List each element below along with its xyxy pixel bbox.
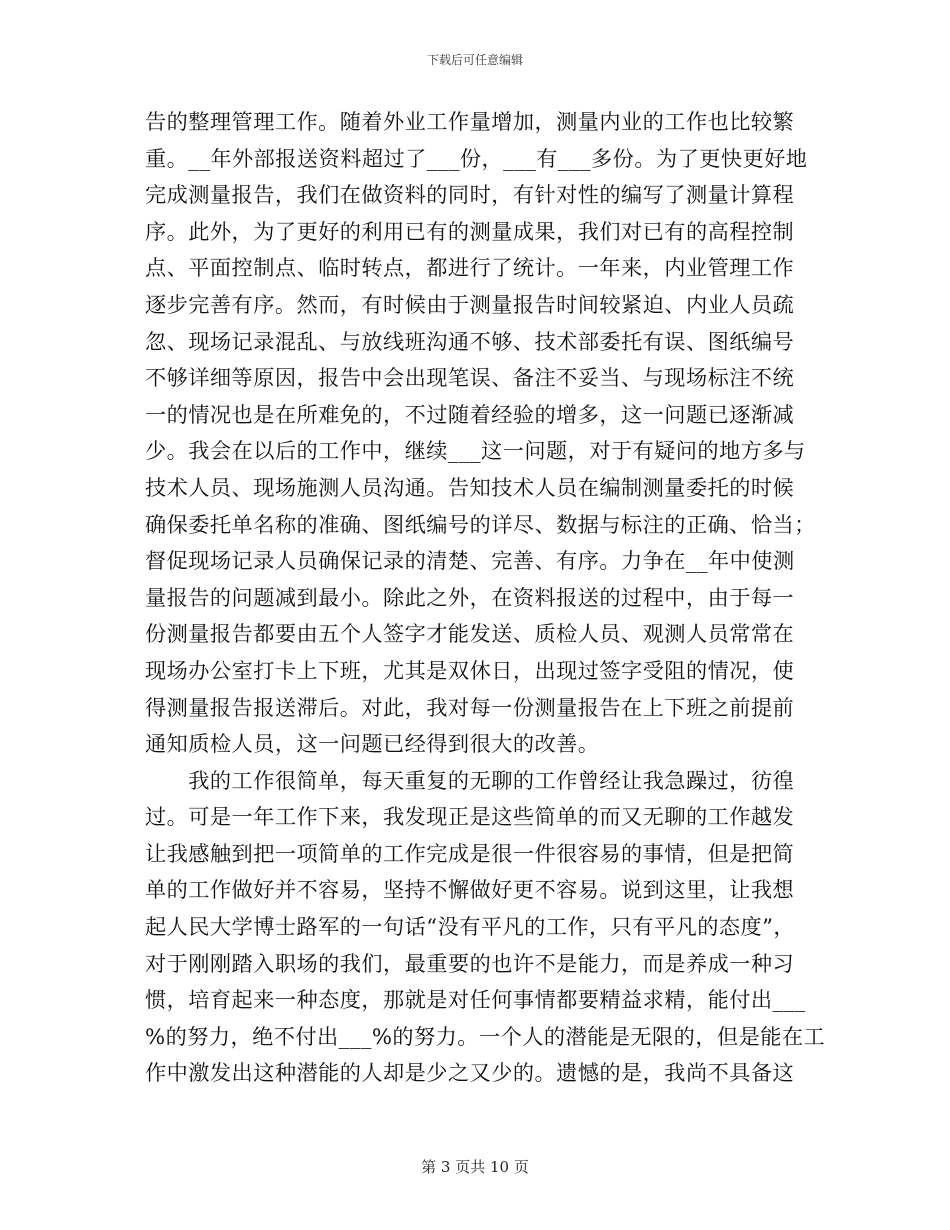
text-line: 量报告的问题减到最小。除此之外，在资料报送的过程中，由于每一	[145, 584, 795, 610]
text-line: 序。此外，为了更好的利用已有的测量成果，我们对已有的高程控制	[145, 218, 795, 244]
text-line: 份测量报告都要由五个人签字才能发送、质检人员、观测人员常常在	[145, 621, 795, 647]
text-line: 少。我会在以后的工作中，继续___这一问题，对于有疑问的地方多与	[145, 438, 806, 464]
text-line: %的努力，绝不付出___%的努力。一个人的潜能是无限的，但是能在工	[145, 1023, 826, 1049]
page-footer: 第 3 页共 10 页	[421, 1158, 529, 1176]
text-line: 忽、现场记录混乱、与放线班沟通不够、技术部委托有误、图纸编号	[145, 328, 795, 354]
text-line: 单的工作做好并不容易，坚持不懈做好更不容易。说到这里，让我想	[145, 877, 795, 903]
text-line: 对于刚刚踏入职场的我们，最重要的也许不是能力，而是养成一种习	[145, 950, 795, 976]
document-body	[145, 104, 826, 1092]
text-line: 起人民大学博士路军的一句话“没有平凡的工作，只有平凡的态度”，	[145, 914, 796, 940]
text-line: 督促现场记录人员确保记录的清楚、完善、有序。力争在__年中使测	[145, 548, 795, 574]
text-line: 过。可是一年工作下来，我发现正是这些简单的而又无聊的工作越发	[145, 804, 795, 830]
text-line: 点、平面控制点、临时转点，都进行了统计。一年来，内业管理工作	[145, 255, 795, 281]
text-line: 一的情况也是在所难免的，不过随着经验的增多，这一问题已逐渐减	[145, 401, 795, 427]
text-line: 技术人员、现场施测人员沟通。告知技术人员在编制测量委托的时候	[145, 474, 795, 500]
text-line: 惯，培育起来一种态度，那就是对任何事情都要精益求精，能付出___	[145, 987, 806, 1013]
text-line: 让我感触到把一项简单的工作完成是很一件很容易的事情，但是把简	[145, 840, 795, 866]
text-line: 重。__年外部报送资料超过了___份，___有___多份。为了更快更好地	[145, 145, 808, 171]
text-line: 作中激发出这种潜能的人却是少之又少的。遗憾的是，我尚不具备这	[145, 1060, 795, 1086]
text-line: 得测量报告报送滞后。对此，我对每一份测量报告在上下班之前提前	[145, 694, 795, 720]
text-line: 不够详细等原因，报告中会出现笔误、备注不妥当、与现场标注不统	[145, 365, 795, 391]
text-line: 通知质检人员，这一问题已经得到很大的改善。	[145, 731, 600, 757]
page-header: 下载后可任意编辑	[426, 53, 523, 67]
text-line: 确保委托单名称的准确、图纸编号的详尽、数据与标注的正确、恰当；	[145, 511, 816, 537]
text-line: 现场办公室打卡上下班，尤其是双休日，出现过签字受阻的情况，使	[145, 657, 795, 683]
text-line: 我的工作很简单，每天重复的无聊的工作曾经让我急躁过，彷徨	[145, 767, 795, 793]
text-line: 逐步完善有序。然而，有时候由于测量报告时间较紧迫、内业人员疏	[145, 291, 795, 317]
text-line: 完成测量报告，我们在做资料的同时，有针对性的编写了测量计算程	[145, 182, 795, 208]
text-line: 告的整理管理工作。随着外业工作量增加，测量内业的工作也比较繁	[145, 109, 795, 134]
